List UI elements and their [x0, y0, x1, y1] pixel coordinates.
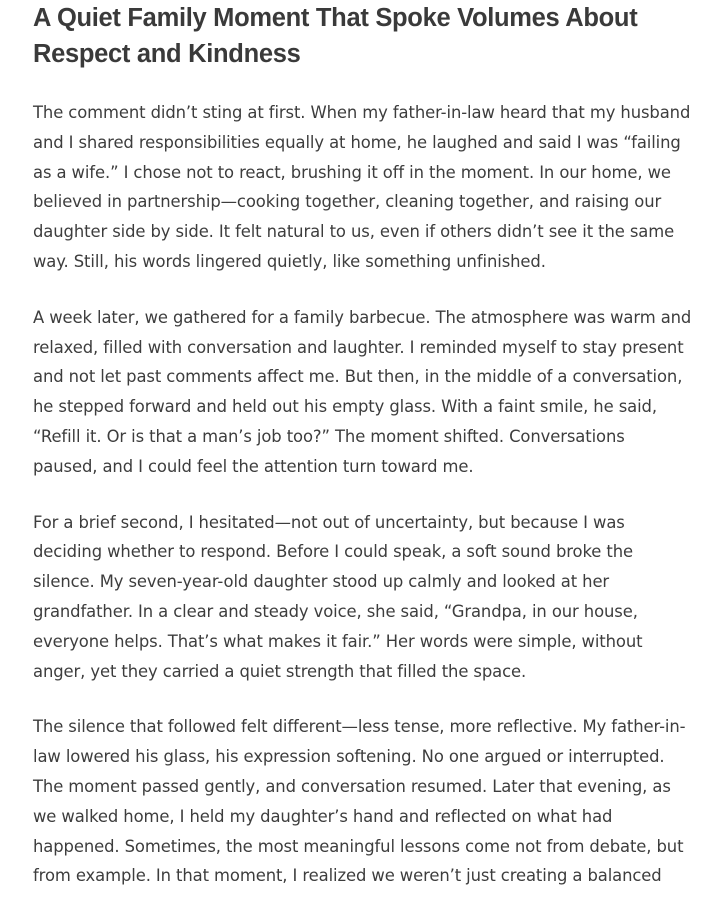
article-title: A Quiet Family Moment That Spoke Volumes About Respect and Kindness [33, 4, 638, 68]
paragraph-1: The comment didn’t sting at first. When my father-in-law heard that my husband and I shared responsibilities equally at home, he laughed and said I was “failing as a wife.” I chose not to react, brushing it off in the moment. In our home, we believed in partnership—cooking together, cleaning together, and raising our daughter side by side. It felt natural to us, even if others didn’t see it the same way. Still, his words lingered quietly, like something unfinished. [33, 103, 691, 271]
paragraph-3: For a brief second, I hesitated—not out of uncertainty, but because I was deciding whether to respond. Before I could speak, a soft sound broke the silence. My seven-year-old daughter stood up calmly and looked at her grandfather. In a clear and steady voice, she said, “Grandpa, in our house, everyone helps. That’s what makes it fair.” Her words were simple, without anger, yet they carried a quiet strength that filled the space. [33, 512, 643, 681]
paragraph-2: A week later, we gathered for a family barbecue. The atmosphere was warm and relaxed, filled with conversation and laughter. I reminded myself to stay present and not let past comments affect me. But then, in the middle of a conversation, he stepped forward and held out his empty glass. With a faint smile, he said, “Refill it. Or is that a man’s job too?” The moment shifted. Conversations paused, and I could feel the attention turn toward me. [33, 307, 692, 476]
article-header [33, 0, 693, 70]
article-body [33, 98, 693, 891]
article [33, 0, 693, 917]
paragraph-4: The silence that followed felt different—less tense, more reflective. My father-in-law lowered his glass, his expression softening. No one argued or interrupted. The moment passed gently, and conversation resumed. Later that evening, as we walked home, I held my daughter’s hand and reflected on what had happened. Sometimes, the most meaningful lessons come not from debate, but from example. In that moment, I realized we weren’t just creating a balanced [33, 717, 686, 886]
